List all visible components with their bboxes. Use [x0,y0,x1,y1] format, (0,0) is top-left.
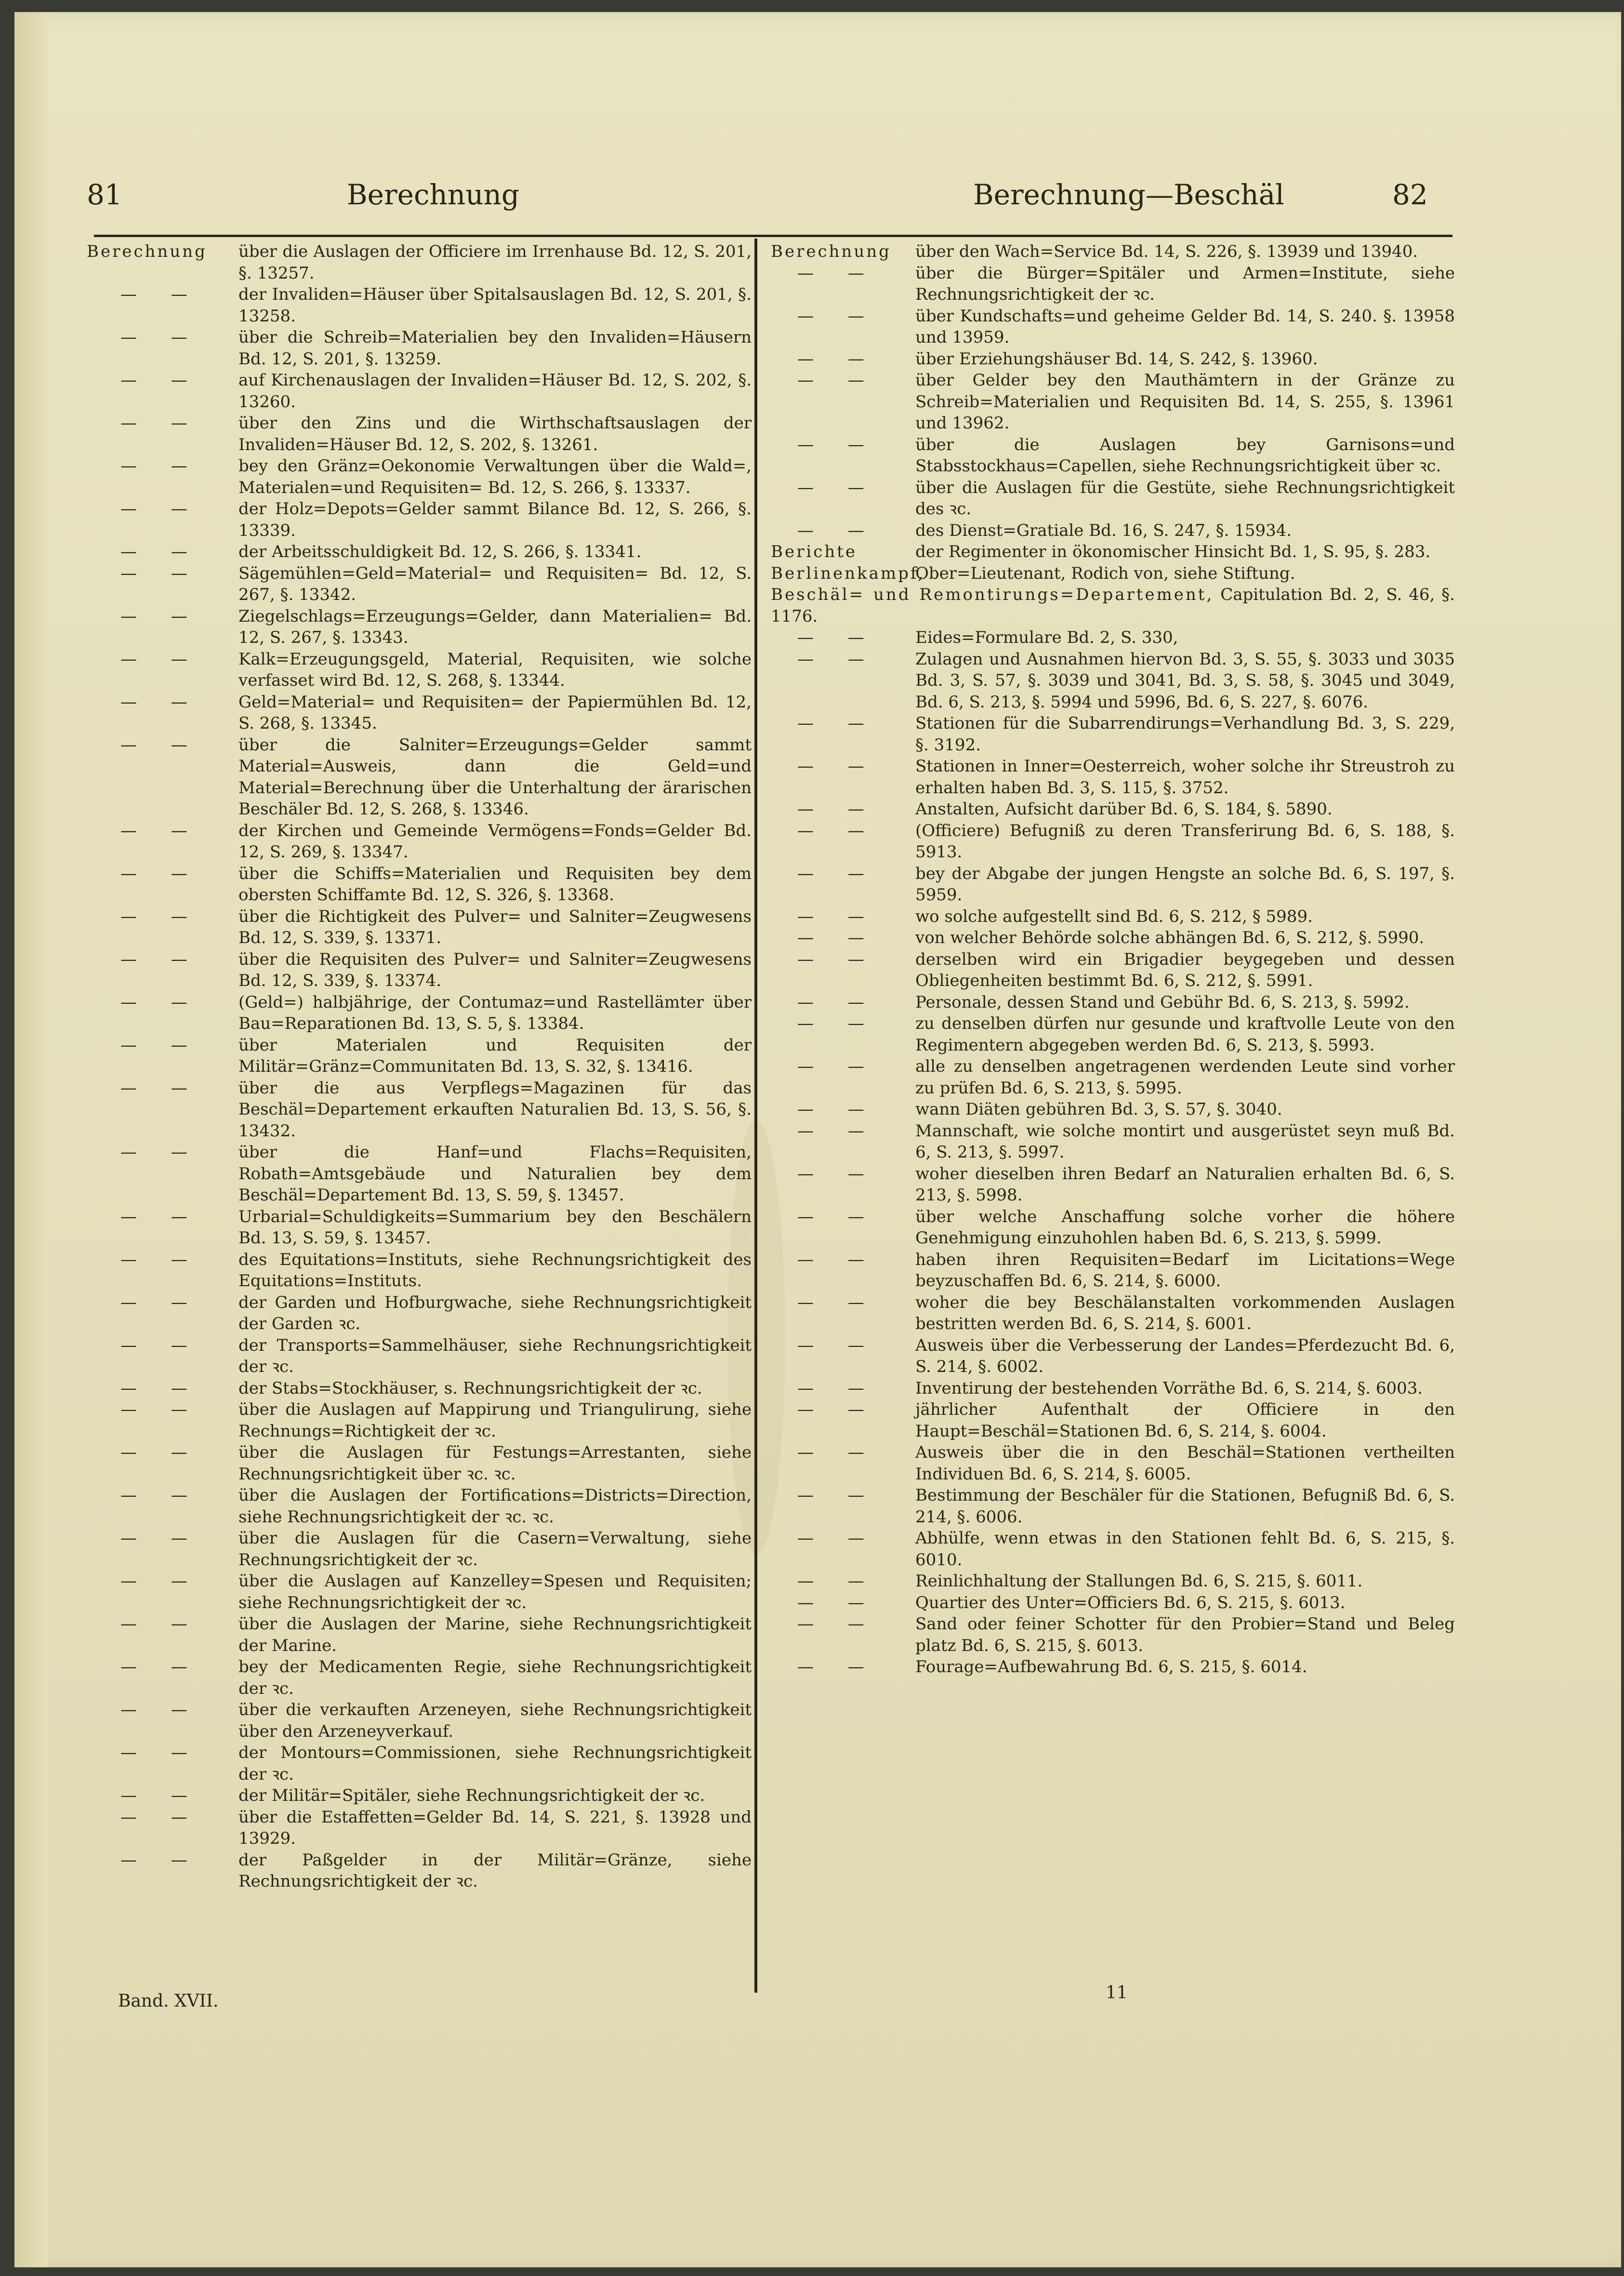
entry-text: Eides=Formulare Bd. 2, S. 330, [915,628,1178,647]
right-column [771,241,1455,1678]
ditto-dash: — — [797,1014,879,1033]
ditto-dash: — — [797,520,879,540]
ditto-dash: — — [797,949,879,969]
index-entry [771,949,1455,992]
index-entry [87,455,752,498]
index-entry [771,1656,1455,1678]
entry-text: (Geld=) halbjährige, der Contumaz=und Rastellämter über Bau=Reparationen Bd. 13, S. 5, §. 13384. [238,992,752,1033]
index-entry [87,649,752,692]
index-entry [87,949,752,992]
index-entry [87,1742,752,1785]
ditto-dash: — — [120,1571,202,1591]
entry-text: über welche Anschaffung solche vorher die höhere Genehmigung einzuhohlen haben Bd. 6, S. 213, §. 5999. [915,1207,1455,1248]
index-entry [771,927,1455,949]
entry-text: der Garden und Hofburgwache, siehe Rechnungsrichtigkeit der Garden ꝛc. [238,1292,752,1333]
index-entry [771,649,1455,713]
page-edge [14,12,48,2267]
ditto-dash: — — [120,1657,202,1677]
index-entry [771,1571,1455,1592]
index-entry [771,263,1455,306]
ditto-dash: — — [797,306,879,326]
column-divider [754,239,757,1993]
index-entry [771,1056,1455,1099]
index-entry [87,241,752,284]
entry-text: der Transports=Sammelhäuser, siehe Rechnungsrichtigkeit der ꝛc. [238,1335,752,1376]
ditto-dash: — — [120,1250,202,1269]
ditto-dash: — — [120,1614,202,1634]
ditto-dash: — — [120,413,202,433]
index-entry [771,906,1455,928]
index-entry [87,1078,752,1142]
entry-text: der Invaliden=Häuser über Spitalsauslagen Bd. 12, S. 201, §. 13258. [238,285,752,326]
ditto-dash: — — [797,349,879,369]
entry-text: der Paßgelder in der Militär=Gränze, siehe Rechnungsrichtigkeit der ꝛc. [238,1850,752,1891]
index-entry [771,1335,1455,1378]
index-entry [87,906,752,949]
index-entry [87,1399,752,1442]
ditto-dash: — — [120,328,202,347]
ditto-dash: — — [797,992,879,1012]
header-rule [94,235,1452,237]
ditto-dash: — — [120,1486,202,1505]
entry-text: Ausweis über die in den Beschäl=Stationen vertheilten Individuen Bd. 6, S. 214, §. 6005. [915,1443,1455,1484]
ditto-dash: — — [120,499,202,519]
index-entry [771,541,1455,563]
entry-text: der Regimenter in ökonomischer Hinsicht Bd. 1, S. 95, §. 283. [915,542,1431,561]
index-entry [771,713,1455,756]
entry-text: auf Kirchenauslagen der Invaliden=Häuser Bd. 12, S. 202, §. 13260. [238,371,752,412]
ditto-dash: — — [797,1335,879,1355]
ditto-dash: — — [797,821,879,840]
index-entry [87,541,752,563]
entry-text: derselben wird ein Brigadier beygegeben und dessen Obliegenheiten bestimmt Bd. 6, S. 212, §. 5991. [915,949,1455,990]
index-entry [771,1292,1455,1335]
index-entry [87,1378,752,1399]
entry-text: Sand oder feiner Schotter für den Probier=Stand und Beleg platz Bd. 6, S. 215, §. 6013. [915,1614,1455,1655]
entry-text: über die Requisiten des Pulver= und Salniter=Zeugwesens Bd. 12, S. 339, §. 13374. [238,949,752,990]
index-entry [771,1206,1455,1249]
entry-text: über die verkauften Arzeneyen, siehe Rechnungsrichtigkeit über den Arzeneyverkauf. [238,1700,752,1741]
ditto-dash: — — [797,1593,879,1612]
ditto-dash: — — [120,1035,202,1055]
entry-text: über die Bürger=Spitäler und Armen=Institute, siehe Rechnungsrichtigkeit der ꝛc. [915,263,1455,304]
ditto-dash: — — [797,1207,879,1226]
index-entry [87,1656,752,1699]
entry-text: über die Schreib=Materialien bey den Invaliden=Häusern Bd. 12, S. 201, §. 13259. [238,328,752,369]
index-entry [771,306,1455,348]
entry-text: über Kundschafts=und geheime Gelder Bd. 14, S. 240. §. 13958 und 13959. [915,306,1455,347]
entry-text: über die Auslagen für die Gestüte, siehe Rechnungsrichtigkeit des ꝛc. [915,478,1455,519]
entry-text: über die Richtigkeit des Pulver= und Salniter=Zeugwesens Bd. 12, S. 339, §. 13371. [238,906,752,947]
ditto-dash: — — [797,1571,879,1591]
ditto-dash: — — [797,1250,879,1269]
entry-text: Ausweis über die Verbesserung der Landes=Pferdezucht Bd. 6, S. 214, §. 6002. [915,1335,1455,1376]
index-entry [771,627,1455,649]
index-entry [771,1613,1455,1656]
left-column [87,241,752,1892]
entry-text: über Materialen und Requisiten der Militär=Gränz=Communitaten Bd. 13, S. 32, §. 13416. [238,1035,752,1076]
entry-text: bey den Gränz=Oekonomie Verwaltungen über die Wald=, Materialen=und Requisiten= Bd. 12, S. 266, §. 13337. [238,456,752,497]
entry-text: über die Auslagen der Officiere im Irrenhause Bd. 12, S. 201, §. 13257. [238,242,752,283]
index-entry [87,992,752,1035]
entry-text: der Holz=Depots=Gelder sammt Bilance Bd. 12, S. 266, §. 13339. [238,499,752,540]
index-entry [87,284,752,327]
ditto-dash: — — [120,949,202,969]
entry-text: Kalk=Erzeugungsgeld, Material, Requisiten, wie solche verfasset wird Bd. 12, S. 268, §. 13344. [238,649,752,690]
index-entry [771,1099,1455,1120]
index-entry [771,1013,1455,1056]
entry-text: Anstalten, Aufsicht darüber Bd. 6, S. 184, §. 5890. [915,799,1333,819]
entry-text: der Militär=Spitäler, siehe Rechnungsrichtigkeit der ꝛc. [238,1786,705,1805]
ditto-dash: — — [797,714,879,733]
index-entry [771,241,1455,263]
entry-text: wo solche aufgestellt sind Bd. 6, S. 212, § 5989. [915,906,1313,926]
entry-text: der Stabs=Stockhäuser, s. Rechnungsrichtigkeit der ꝛc. [238,1378,702,1398]
ditto-dash: — — [120,1529,202,1548]
entry-keyword: Beschäl= und Remontirungs=Departement, [771,585,1214,604]
entry-text: der Arbeitsschuldigkeit Bd. 12, S. 266, §. 13341. [238,542,642,561]
entry-text: über die Auslagen auf Kanzelley=Spesen und Requisiten; siehe Rechnungsrichtigkeit der ꝛc. [238,1571,752,1612]
ditto-dash: — — [120,992,202,1012]
ditto-dash: — — [797,906,879,926]
index-entry [771,799,1455,820]
entry-text: Geld=Material= und Requisiten= der Papiermühlen Bd. 12, S. 268, §. 13345. [238,692,752,733]
entry-text: über den Zins und die Wirthschaftsauslagen der Invaliden=Häuser Bd. 12, S. 202, §. 13261. [238,413,752,454]
ditto-dash: — — [120,1143,202,1162]
page-number-right: 82 [1392,178,1428,211]
ditto-dash: — — [797,1529,879,1548]
ditto-dash: — — [797,628,879,647]
index-entry [771,1485,1455,1528]
entry-text: (Officiere) Befugniß zu deren Transferirung Bd. 6, S. 188, §. 5913. [915,821,1455,862]
volume-signature: Band. XVII. [118,1991,219,2011]
entry-keyword: Berlinenkampf, [771,563,925,583]
index-entry [87,692,752,734]
index-entry [87,606,752,649]
ditto-dash: — — [797,1614,879,1634]
entry-text: des Dienst=Gratiale Bd. 16, S. 247, §. 15934. [915,520,1292,540]
entry-text: woher dieselben ihren Bedarf an Naturalien erhalten Bd. 6, S. 213, §. 5998. [915,1164,1455,1205]
ditto-dash: — — [797,757,879,776]
index-entry [771,563,1455,585]
ditto-dash: — — [797,1400,879,1419]
entry-text: über die Auslagen auf Mappirung und Triangulirung, siehe Rechnungs=Richtigkeit der ꝛc. [238,1400,752,1441]
entry-text: Urbarial=Schuldigkeits=Summarium bey den Beschälern Bd. 13, S. 59, §. 13457. [238,1207,752,1248]
entry-text: Ober=Lieutenant, Rodich von, siehe Stiftung. [915,563,1295,583]
index-entry [87,1807,752,1850]
index-entry [771,1249,1455,1292]
index-entry [87,1206,752,1249]
ditto-dash: — — [120,1078,202,1098]
ditto-dash: — — [797,1486,879,1505]
ditto-dash: — — [120,1743,202,1762]
ditto-dash: — — [120,563,202,583]
entry-keyword: Berechnung [87,242,207,261]
entry-text: über die Auslagen der Marine, siehe Rechnungsrichtigkeit der Marine. [238,1614,752,1655]
index-entry [771,1120,1455,1163]
index-entry [771,1378,1455,1399]
entry-text: von welcher Behörde solche abhängen Bd. 6, S. 212, §. 5990. [915,928,1425,947]
index-entry [771,348,1455,370]
ditto-dash: — — [797,649,879,669]
index-entry [87,1142,752,1206]
entry-text: Reinlichhaltung der Stallungen Bd. 6, S. 215, §. 6011. [915,1571,1363,1591]
index-entry [771,1528,1455,1571]
entry-text: Quartier des Unter=Officiers Bd. 6, S. 215, §. 6013. [915,1593,1346,1612]
entry-text: Fourage=Aufbewahrung Bd. 6, S. 215, §. 6014. [915,1657,1307,1677]
ditto-dash: — — [120,821,202,840]
entry-text: über die Auslagen bey Garnisons=und Stabsstockhaus=Capellen, siehe Rechnungsrichtigkeit über ꝛc. [915,435,1455,476]
ditto-dash: — — [120,1700,202,1719]
index-entry [87,1785,752,1807]
entry-text: haben ihren Requisiten=Bedarf im Licitations=Wege beyzuschaffen Bd. 6, S. 214, §. 6000. [915,1250,1455,1291]
entry-text: wann Diäten gebühren Bd. 3, S. 57, §. 3040. [915,1100,1282,1119]
index-entry [87,1528,752,1571]
index-entry [87,1485,752,1528]
sheet-signature: 11 [1106,1983,1128,2003]
index-entry [87,370,752,413]
ditto-dash: — — [120,735,202,755]
entry-text: Stationen für die Subarrendirungs=Verhandlung Bd. 3, S. 229, §. 3192. [915,714,1455,755]
book-page [14,12,1621,2267]
index-entry [771,863,1455,906]
entry-text: Mannschaft, wie solche montirt und ausgerüstet seyn muß Bd. 6, S. 213, §. 5997. [915,1121,1455,1162]
entry-text: Bestimmung der Beschäler für die Stationen, Befugniß Bd. 6, S. 214, §. 6006. [915,1486,1455,1527]
entry-keyword: Berichte [771,542,857,561]
ditto-dash: — — [797,1443,879,1462]
index-entry [771,1442,1455,1485]
ditto-dash: — — [120,1807,202,1827]
ditto-dash: — — [797,1100,879,1119]
index-entry [87,1035,752,1078]
index-entry [771,1163,1455,1206]
ditto-dash: — — [120,864,202,883]
ditto-dash: — — [797,1657,879,1677]
ditto-dash: — — [797,864,879,883]
entry-text: über Gelder bey den Mauthämtern in der Gränze zu Schreib=Materialien und Requisiten Bd. 14, S. 255, §. 13961 und 13962. [915,371,1455,433]
index-entry [87,1249,752,1292]
entry-text: Inventirung der bestehenden Vorräthe Bd. 6, S. 214, §. 6003. [915,1378,1423,1398]
index-entry [87,1442,752,1485]
ditto-dash: — — [120,906,202,926]
entry-text: Capitulation Bd. 2, S. 46, §. 1176. [771,585,1455,626]
ditto-dash: — — [797,1057,879,1076]
index-entry [87,1613,752,1656]
ditto-dash: — — [120,456,202,476]
ditto-dash: — — [120,542,202,561]
ditto-dash: — — [797,263,879,283]
entry-text: Abhülfe, wenn etwas in den Stationen fehlt Bd. 6, S. 215, §. 6010. [915,1529,1455,1570]
entry-text: über die Hanf=und Flachs=Requisiten, Robath=Amtsgebäude und Naturalien bey dem Beschäl=Departement Bd. 13, S. 59, §. 13457. [238,1143,752,1205]
entry-text: jährlicher Aufenthalt der Officiere in den Haupt=Beschäl=Stationen Bd. 6, S. 214, §. 6004. [915,1400,1455,1441]
running-title-left: Berechnung [347,178,520,211]
running-title-right: Berechnung—Beschäl [973,178,1284,211]
ditto-dash: — — [797,435,879,454]
index-entry [771,370,1455,434]
index-entry [87,413,752,455]
ditto-dash: — — [797,1164,879,1184]
entry-text: bey der Abgabe der jungen Hengste an solche Bd. 6, S. 197, §. 5959. [915,864,1455,905]
entry-keyword: Berechnung [771,242,891,261]
ditto-dash: — — [797,1121,879,1141]
entry-text: Zulagen und Ausnahmen hiervon Bd. 3, S. 55, §. 3033 und 3035 Bd. 3, S. 57, §. 3039 und 3041, Bd. 3, S. 58, §. 3045 und 3049, Bd. 6, S. 213, §. 5994 und 5996, Bd. 6, S. 227, §. 6076. [915,649,1455,712]
ditto-dash: — — [120,606,202,626]
entry-text: über die Auslagen der Fortifications=Districts=Direction, siehe Rechnungsrichtigkeit der ꝛc. ꝛc. [238,1486,752,1527]
ditto-dash: — — [797,1378,879,1398]
ditto-dash: — — [797,928,879,947]
entry-text: bey der Medicamenten Regie, siehe Rechnungsrichtigkeit der ꝛc. [238,1657,752,1698]
entry-text: des Equitations=Instituts, siehe Rechnungsrichtigkeit des Equitations=Instituts. [238,1250,752,1291]
ditto-dash: — — [797,478,879,497]
entry-text: Stationen in Inner=Oesterreich, woher solche ihr Streustroh zu erhalten haben Bd. 3, S. 115, §. 3752. [915,757,1455,798]
ditto-dash: — — [120,692,202,712]
entry-text: über die Auslagen für die Casern=Verwaltung, siehe Rechnungsrichtigkeit der ꝛc. [238,1529,752,1570]
index-entry [771,477,1455,520]
ditto-dash: — — [797,1292,879,1312]
entry-text: alle zu denselben angetragenen werdenden Leute sind vorher zu prüfen Bd. 6, S. 213, §. 5995. [915,1057,1455,1098]
entry-text: der Montours=Commissionen, siehe Rechnungsrichtigkeit der ꝛc. [238,1743,752,1784]
index-entry [771,756,1455,799]
ditto-dash: — — [120,1378,202,1398]
entry-text: Sägemühlen=Geld=Material= und Requisiten= Bd. 12, S. 267, §. 13342. [238,563,752,604]
ditto-dash: — — [120,1400,202,1419]
index-entry [87,734,752,820]
index-entry [87,1335,752,1378]
ditto-dash: — — [120,1292,202,1312]
index-entry [771,992,1455,1013]
entry-text: woher die bey Beschälanstalten vorkommenden Auslagen bestritten werden Bd. 6, S. 214, §. 6001. [915,1292,1455,1333]
entry-text: der Kirchen und Gemeinde Vermögens=Fonds=Gelder Bd. 12, S. 269, §. 13347. [238,821,752,862]
entry-text: über die Estaffetten=Gelder Bd. 14, S. 221, §. 13928 und 13929. [238,1807,752,1848]
entry-text: über die aus Verpflegs=Magazinen für das Beschäl=Departement erkauften Naturalien Bd. 13, S. 56, §. 13432. [238,1078,752,1141]
index-entry [87,863,752,906]
entry-text: zu denselben dürfen nur gesunde und kraftvolle Leute von den Regimentern abgegeben werden Bd. 6, S. 213, §. 5993. [915,1014,1455,1055]
ditto-dash: — — [120,285,202,304]
ditto-dash: — — [120,1207,202,1226]
index-entry [771,584,1455,627]
ditto-dash: — — [120,1443,202,1462]
index-entry [87,498,752,541]
ditto-dash: — — [120,1850,202,1870]
ditto-dash: — — [120,1786,202,1805]
index-entry [87,1571,752,1613]
index-entry [771,820,1455,863]
entry-text: Ziegelschlags=Erzeugungs=Gelder, dann Materialien= Bd. 12, S. 267, §. 13343. [238,606,752,647]
entry-text: über den Wach=Service Bd. 14, S. 226, §. 13939 und 13940. [915,242,1418,261]
index-entry [87,820,752,863]
ditto-dash: — — [120,371,202,390]
entry-text: über die Schiffs=Materialien und Requisiten bey dem obersten Schiffamte Bd. 12, S. 326, §. 13368. [238,864,752,905]
entry-text: über die Salniter=Erzeugungs=Gelder sammt Material=Ausweis, dann die Geld=und Material=Berechnung über die Unterhaltung der ärarischen Beschäler Bd. 12, S. 268, §. 13346. [238,735,752,819]
index-entry [87,1850,752,1892]
entry-text: über die Auslagen für Festungs=Arrestanten, siehe Rechnungsrichtigkeit über ꝛc. ꝛc. [238,1443,752,1484]
index-entry [87,1292,752,1335]
page-number-left: 81 [87,178,122,211]
ditto-dash: — — [120,649,202,669]
ditto-dash: — — [797,371,879,390]
index-entry [87,563,752,606]
index-entry [771,1399,1455,1442]
index-entry [771,520,1455,542]
index-entry [771,1592,1455,1614]
index-entry [87,1699,752,1742]
index-entry [771,434,1455,477]
entry-text: über Erziehungshäuser Bd. 14, S. 242, §. 13960. [915,349,1318,369]
ditto-dash: — — [120,1335,202,1355]
index-entry [87,327,752,370]
ditto-dash: — — [797,799,879,819]
entry-text: Personale, dessen Stand und Gebühr Bd. 6, S. 213, §. 5992. [915,992,1410,1012]
